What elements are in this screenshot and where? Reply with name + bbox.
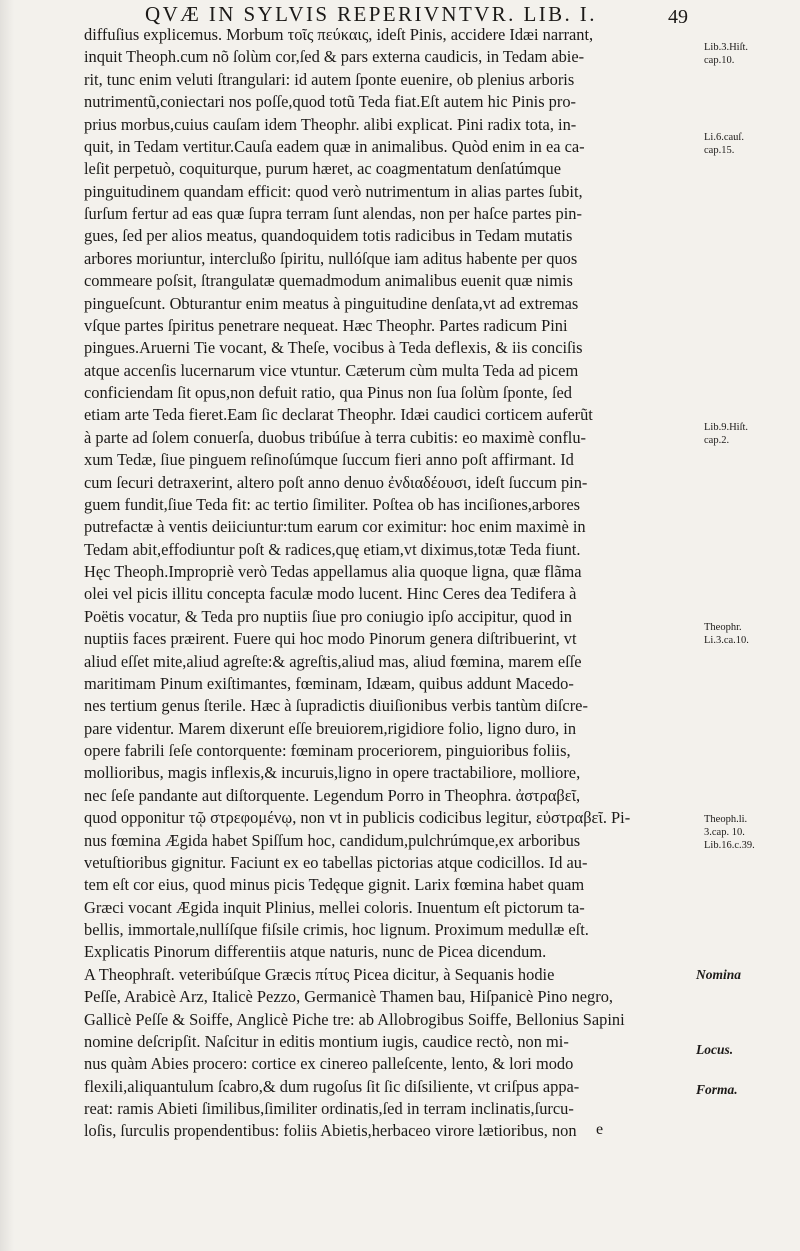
margin-note-line: Lib.9.Hiſt.	[704, 422, 749, 433]
text-line: pingueſcunt. Obturantur enim meatus à pinguitudine denſata,vt ad extremas	[84, 293, 579, 313]
text-line: commeare poſsit, ſtrangulatæ quemadmodum animalibus euenit quæ nimis	[84, 271, 573, 291]
margin-note-line: Lib.16.c.39.	[704, 840, 755, 851]
text-line: flexili,aliquantulum ſcabro,& dum rugoſus ſit ſic diſsiliente, vt criſpus appa-	[84, 1076, 580, 1096]
body-text	[84, 24, 692, 1143]
text-line: Græci vocant Ægida inquit Plinius, mellei coloris. Inuentum eſt pictorum ta-	[84, 897, 585, 917]
text-line: putrefactæ à ventis deiiciuntur:tum earum cor eximitur: hoc enim maximè in	[84, 517, 586, 537]
text-line: nec ſeſe pandante aut diſtorquente. Legendum Porro in Theophra. ἀστραβεῖ,	[84, 785, 581, 805]
text-line: conficiendam ſit opus,non defuit ratio, qua Pinus non ſua ſolùm ſponte, ſed	[84, 383, 572, 402]
margin-note-line: Theophr.	[704, 622, 742, 633]
text-line: arbores moriuntur, interclußo ſpiritu, nullóſque iam aditus habente per quos	[84, 248, 578, 268]
margin-note-line: Lib.3.Hiſt.	[704, 42, 749, 53]
text-line: pinguitudinem quandam efficit: quod verò nutrimentum in alias partes ſubit,	[84, 181, 583, 201]
margin-note-line: Theoph.li.	[704, 814, 748, 825]
text-line: Poëtis vocatur, & Teda pro nuptiis ſiue pro coniugio ipſo accipitur, quod in	[84, 606, 572, 626]
margin-note-line: cap.15.	[704, 145, 735, 156]
text-line: reat: ramis Abieti ſimilibus,ſimiliter ordinatis,ſed in terram inclinatis,ſurcu-	[84, 1099, 574, 1118]
text-line: vſque partes ſpiritus penetrare nequeat. Hæc Theophr. Partes radicum Pini	[84, 315, 568, 335]
text-line: loſis, ſurculis propendentibus: foliis Abietis,herbaceo virore lætioribus, non	[84, 1121, 577, 1141]
margin-note-line: 3.cap. 10.	[704, 827, 745, 838]
text-line: quod opponitur τῷ στρεφομένῳ, non vt in publicis codicibus legitur, εὐστραβεῖ. Pi-	[84, 808, 631, 828]
text-line: inquit Theoph.cum nõ ſolùm cor,ſed & pars externa caudicis, in Tedam abie-	[84, 47, 585, 67]
text-line: xum Tedæ, ſiue pinguem reſinoſúmque ſuccum fieri anno poſt affirmant. Id	[84, 450, 574, 470]
text-line: à parte ad ſolem conuerſa, duobus tribúſue à terra cubitis: eo maximè conflu-	[84, 427, 587, 447]
text-line: etiam arte Teda fieret.Eam ſic declarat Theophr. Idæi caudici corticem auferũt	[84, 405, 593, 425]
text-line: diffuſius explicemus. Morbum τοῖς πεύκαις, ideſt Pinis, accidere Idæi narrant,	[84, 25, 594, 44]
margin-note-heading	[696, 968, 741, 981]
text-line: quit, in Tedam vertitur.Cauſa eadem quæ in animalibus. Quòd enim in ea ca-	[84, 136, 585, 156]
margin-note-heading	[696, 1043, 733, 1056]
margin-note-line: cap.10.	[704, 55, 735, 66]
text-line: A Theophraſt. veteribúſque Græcis πίτυς Picea dicitur, à Sequanis hodie	[84, 964, 555, 984]
running-head: QVÆ IN SYLVIS REPERIVNTVR. LIB. I.	[145, 2, 597, 26]
text-line: rit, tunc enim veluti ſtrangulari: id autem ſponte euenire, ob plenius arboris	[84, 69, 575, 89]
text-line: cum ſecuri detraxerint, altero poſt anno denuo ἐνδιαδέουσι, ideſt ſuccum pin-	[84, 472, 588, 492]
text-line: Explicatis Pinorum differentiis atque naturis, nunc de Picea dicendum.	[84, 942, 547, 962]
margin-note-line: Nomina	[696, 967, 742, 982]
margin-note	[704, 131, 744, 157]
text-line: maritimam Pinum exiſtimantes, fœminam, Idæam, quibus addunt Macedo-	[84, 673, 574, 693]
text-line: Peſſe, Arabicè Arz, Italicè Pezzo, Germanicè Thamen bau, Hiſpanicè Pino negro,	[84, 987, 614, 1007]
text-line: Hęc Theoph.Impropriè verò Tedas appellamus alia quoque ligna, quæ flãma	[84, 562, 582, 581]
text-line: nuptiis faces præirent. Fuere qui hoc modo Pinorum genera diſtribuerint, vt	[84, 629, 577, 649]
text-line: olei vel picis illitu concepta faculæ modo lucent. Hinc Ceres dea Tedifera à	[84, 584, 577, 604]
margin-note-line: cap.2.	[704, 435, 730, 446]
text-line: nes tertium genus ſterile. Hæc à ſupradictis diuiſionibus verbis tantùm diſcre-	[84, 696, 588, 716]
text-line: atque accenſis lucernarum vice vtuntur. Cæterum cùm multa Teda ad picem	[84, 360, 579, 380]
text-line: pare videntur. Marem dixerunt eſſe breuiorem,rigidiore folio, ligno duro, in	[84, 718, 577, 738]
text-line: nomine deſcripſit. Naſcitur in editis montium iugis, caudice rectò, non mi-	[84, 1031, 569, 1051]
text-line: Gallicè Peſſe & Soiffe, Anglicè Piche tre: ab Allobrogibus Soiffe, Bellonius Sapini	[84, 1009, 625, 1029]
text-line: mollioribus, magis inflexis,& incuruis,ligno in opere tractabiliore, molliore,	[84, 763, 581, 783]
text-line: nus quàm Abies procero: cortice ex cinereo palleſcente, lento, & lori modo	[84, 1054, 574, 1074]
margin-note-heading	[696, 1083, 738, 1096]
margin-note-line: Locus.	[696, 1042, 734, 1057]
margin-note-line: Li.3.ca.10.	[704, 635, 749, 646]
text-line: prius morbus,cuius cauſam idem Theophr. alibi explicat. Pini radix tota, in-	[84, 114, 577, 134]
text-line: aliud eſſet mite,aliud agreſte:& agreſtis,aliud mas, aliud fœmina, marem eſſe	[84, 651, 582, 671]
text-line: opere fabrili ſeſe contorquente: fœminam proceriorem, pinguioribus foliis,	[84, 741, 571, 760]
margin-note-line: Li.6.cauſ.	[704, 132, 744, 143]
margin-note	[704, 813, 755, 852]
text-line: ſurſum fertur ad eas quæ ſupra terram ſunt alendas, non per haſce partes pin-	[84, 204, 582, 223]
text-line: vetuſtioribus gignitur. Faciunt ex eo tabellas pictorias atque codicillos. Id au-	[84, 852, 588, 872]
page-number: 49	[668, 6, 688, 28]
text-line: Tedam abit,effodiuntur poſt & radices,quę etiam,vt diximus,totæ Teda fiunt.	[84, 539, 581, 559]
text-line: bellis, immortale,nullíſque fiſsile crimis, hoc lignum. Proximum medullæ eſt.	[84, 920, 589, 939]
margin-note	[704, 421, 748, 447]
page-fold-shadow	[0, 0, 14, 1251]
margin-note	[704, 621, 749, 647]
text-line: pingues.Aruerni Tie vocant, & Theſe, vocibus à Teda deflexis, & iis conciſis	[84, 338, 583, 358]
text-line: guem fundit,ſiue Teda fit: ac tertio ſimiliter. Poſtea ob has inciſiones,arbores	[84, 494, 581, 514]
text-line: nutrimentũ,coniectari nos poſſe,quod totũ Teda fiat.Eſt autem hic Pinis pro-	[84, 92, 576, 112]
margin-note-line: Forma.	[696, 1082, 738, 1097]
text-line: gues, ſed per alios meatus, quandoquidem totis radicibus in Tedam mutatis	[84, 226, 573, 246]
text-line: nus fœmina Ægida habet Spiſſum hoc, candidum,pulchrúmque,ex arboribus	[84, 830, 581, 850]
margin-note	[704, 41, 748, 67]
signature-mark: e	[596, 1121, 604, 1138]
margin-notes	[696, 0, 800, 1251]
text-line: leſit perpetuò, coquiturque, purum hæret, ac coagmentatum denſatúmque	[84, 159, 562, 179]
text-line: tem eſt cor eius, quod minus picis Tedęque gignit. Larix fœmina habet quam	[84, 875, 585, 895]
